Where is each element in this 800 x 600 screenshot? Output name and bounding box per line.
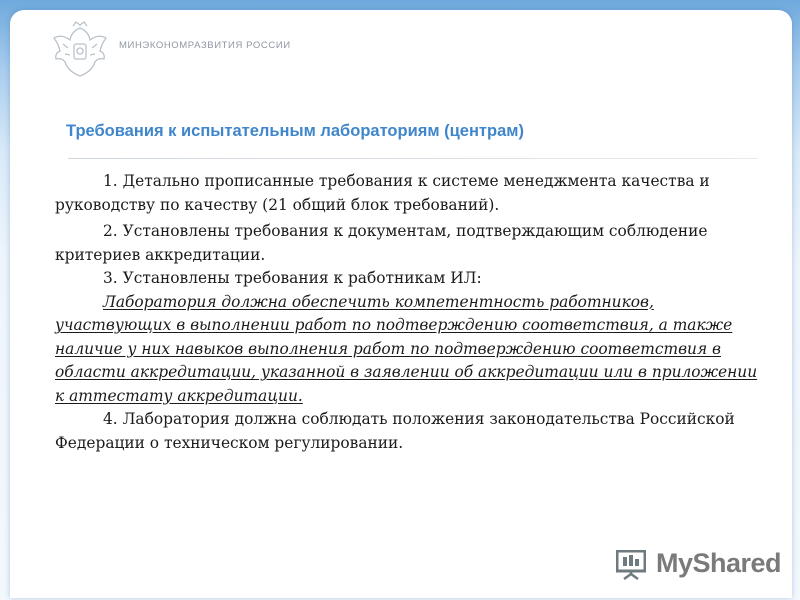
slide <box>10 10 792 598</box>
watermark-text: MyShared <box>656 548 782 578</box>
requirement-1: 1. Детально прописанные требования к системе менеджмента качества и руководству по качеству (21 общий блок требований). <box>55 172 710 214</box>
slide-title: Требования к испытательным лабораториям (центрам) <box>66 122 524 140</box>
requirement-3: 3. Установлены требования к работникам ИЛ: <box>103 269 482 287</box>
coat-of-arms-icon <box>51 20 109 82</box>
requirement-2: 2. Установлены требования к документам, подтверждающим соблюдение критериев аккредитации. <box>55 222 708 264</box>
requirement-4: 4. Лаборатория должна соблюдать положения законодательства Российской Федерации о техническом регулировании. <box>55 410 735 452</box>
ministry-name: МИНЭКОНОМРАЗВИТИЯ РОССИИ <box>119 40 291 51</box>
title-divider <box>68 158 758 159</box>
requirement-3-detail: Лаборатория должна обеспечить компетентность работников, участвующих в выполнении работ по подтверждению соответствия, а также наличие у них навыков выполнения работ по подтверждению соответствия в области аккредитации, указанной в заявлении об аккредитации или в приложении к аттестату аккредитации. <box>55 292 758 405</box>
slide-body <box>55 170 767 455</box>
watermark-logo <box>616 548 782 582</box>
presentation-board-icon <box>616 550 646 580</box>
